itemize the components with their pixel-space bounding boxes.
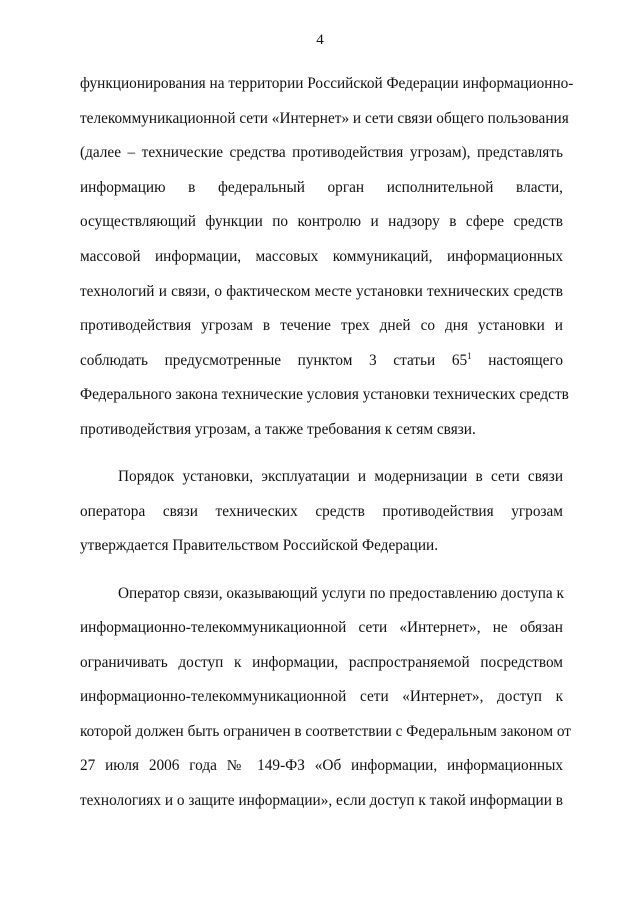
text-segment: настоящего bbox=[488, 351, 563, 369]
text-line: утверждается Правительством Российской Федерации. bbox=[80, 537, 439, 555]
article-number: $65^1$ bbox=[451, 350, 472, 369]
text-line: Оператор связи, оказывающий услуги по предоставлению доступа к bbox=[118, 584, 564, 602]
text-line: Порядок установки, эксплуатации и модернизации в сети связи bbox=[118, 468, 563, 486]
text-line: Федерального закона технические условия установки технических средств bbox=[80, 386, 569, 404]
text-line: противодействия угрозам в течение трех дней со дня установки и bbox=[80, 317, 563, 335]
text-line: технологий и связи, о фактическом месте установки технических средств bbox=[80, 282, 563, 300]
text-line: информацию в федеральный орган исполнительной власти, bbox=[80, 178, 563, 196]
text-line: осуществляющий функции по контролю и надзору в сфере средств bbox=[80, 213, 563, 231]
text-line: технологиях и о защите информации», если доступ к такой информации в bbox=[80, 792, 563, 810]
paragraph-3 bbox=[80, 577, 571, 819]
text-segment: соблюдать предусмотренные пунктом 3 статьи bbox=[80, 351, 436, 369]
paragraph-gap bbox=[80, 448, 563, 461]
text-line: информационно-телекоммуникационной сети «Интернет», не обязан bbox=[80, 619, 563, 637]
paragraph-gap bbox=[80, 564, 563, 577]
paragraph-2 bbox=[80, 460, 563, 564]
paragraph-1 bbox=[80, 67, 574, 448]
document-body bbox=[80, 67, 574, 819]
text-line-with-footnote bbox=[80, 344, 563, 379]
article-superscript: 1 bbox=[467, 350, 472, 361]
text-line: противодействия угрозам, а также требования к сетям связи. bbox=[80, 420, 476, 438]
text-line: (далее – технические средства противодействия угрозам), представлять bbox=[80, 144, 563, 162]
text-line: которой должен быть ограничен в соответствии с Федеральным законом от bbox=[80, 722, 571, 740]
text-line: 27 июля 2006 года № 149-ФЗ «Об информации, информационных bbox=[80, 757, 563, 775]
text-line: массовой информации, массовых коммуникаций, информационных bbox=[80, 247, 563, 265]
text-line: информационно-телекоммуникационной сети «Интернет», доступ к bbox=[80, 688, 563, 706]
text-line: ограничивать доступ к информации, распространяемой посредством bbox=[80, 653, 563, 671]
page-number: 4 bbox=[316, 32, 324, 48]
text-line: функционирования на территории Российской Федерации информационно- bbox=[80, 75, 574, 92]
text-line: телекоммуникационной сети «Интернет» и сети связи общего пользования bbox=[80, 109, 569, 127]
text-line: оператора связи технических средств противодействия угрозам bbox=[80, 502, 563, 520]
